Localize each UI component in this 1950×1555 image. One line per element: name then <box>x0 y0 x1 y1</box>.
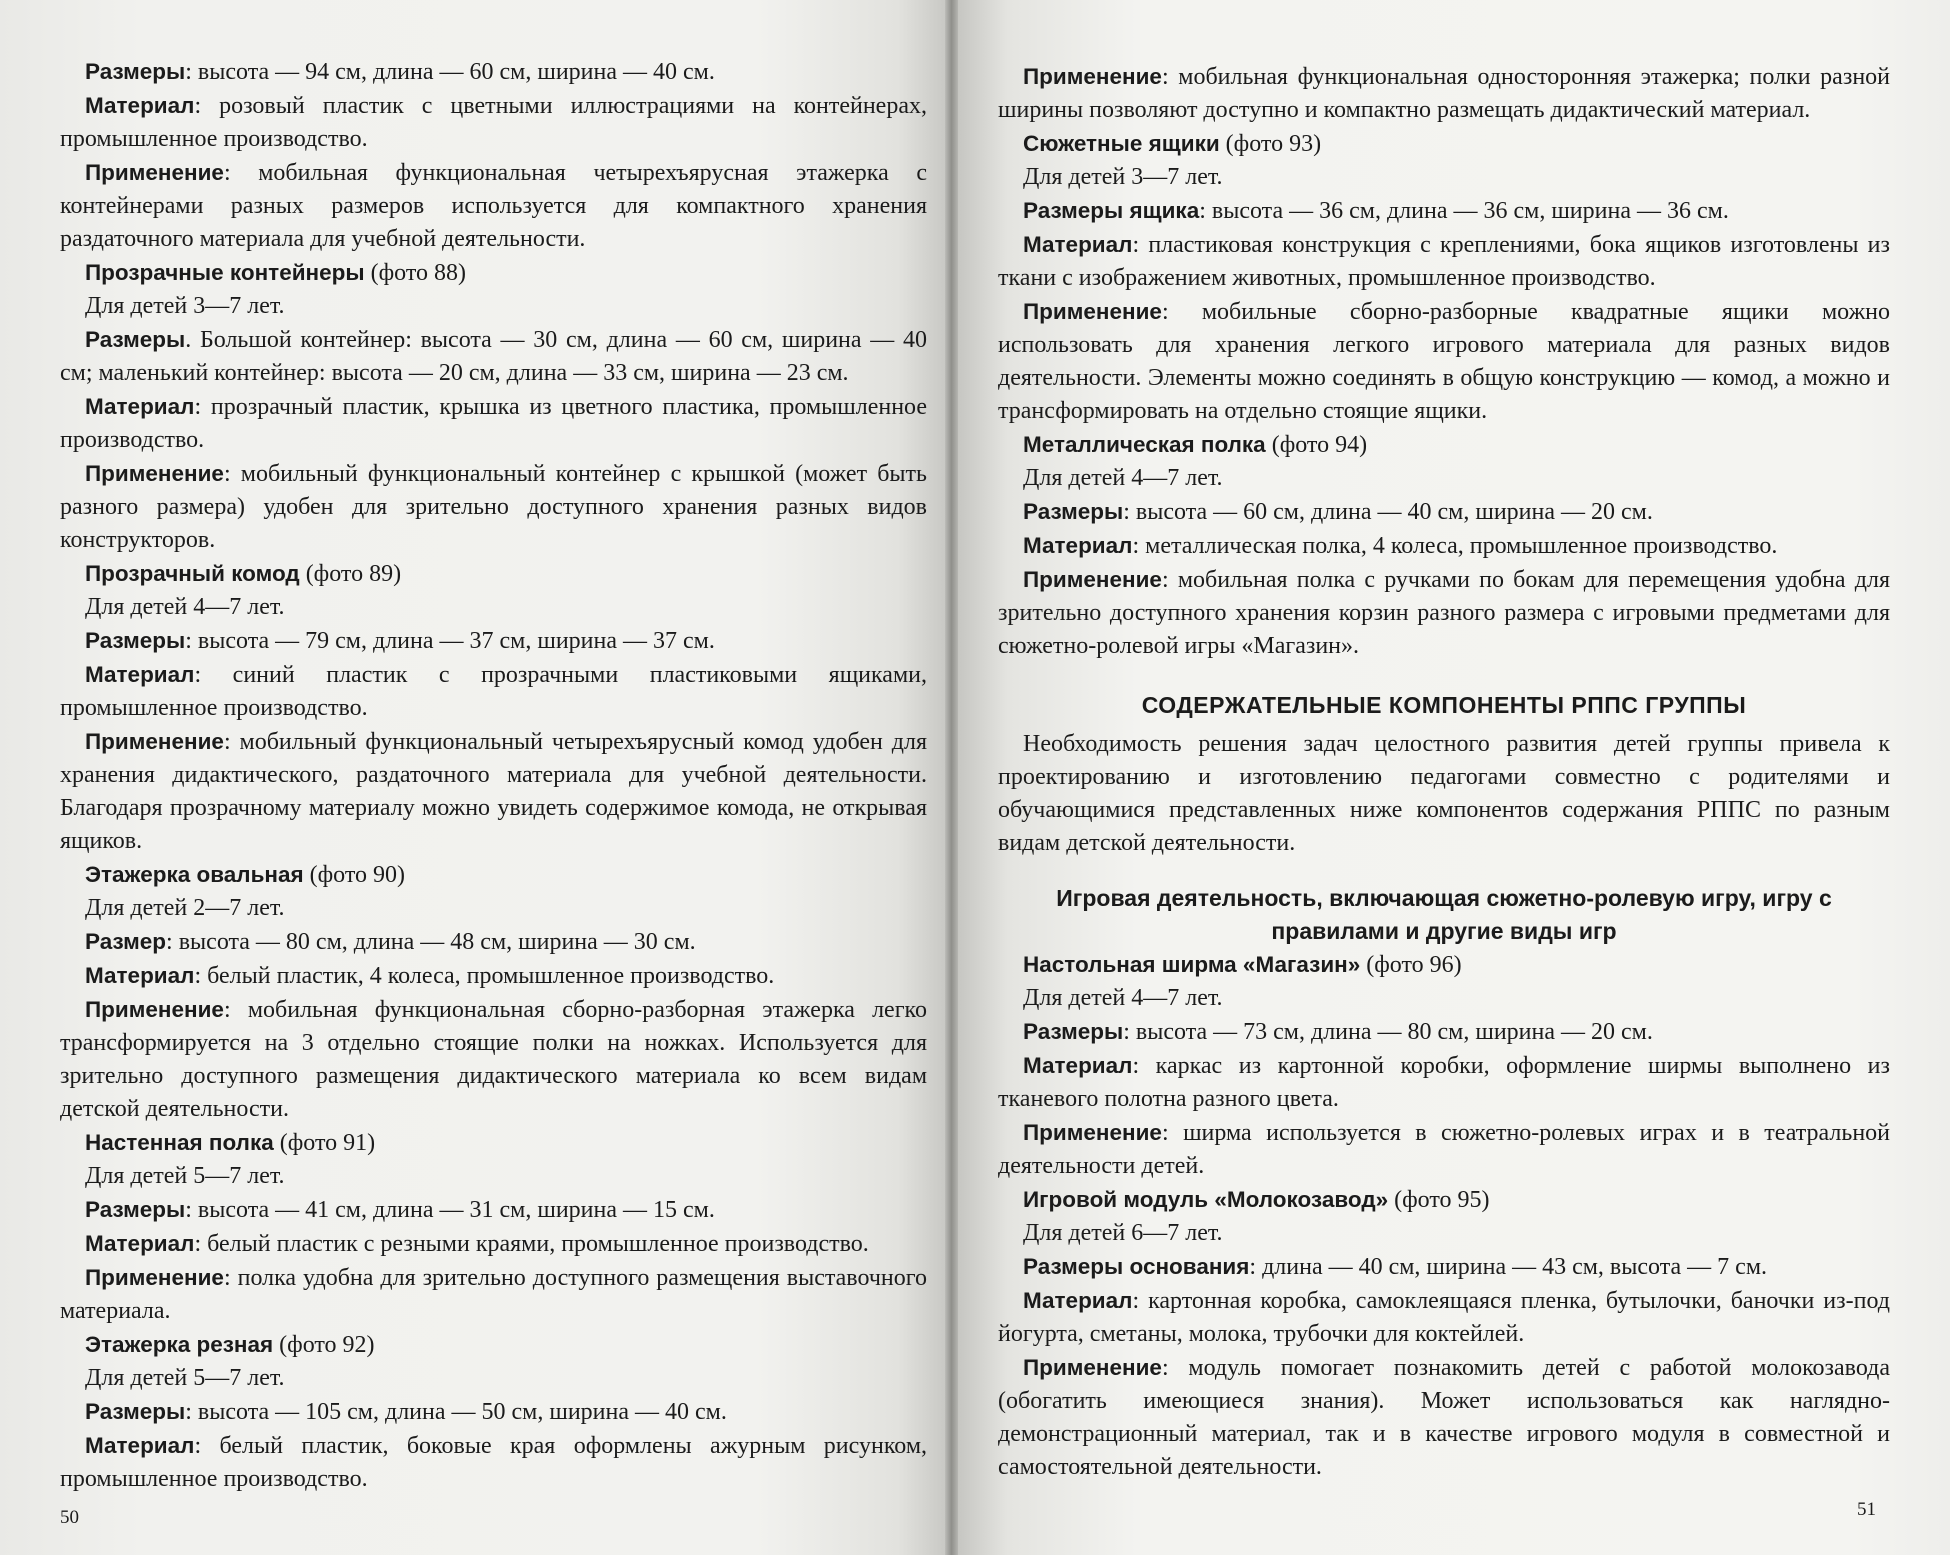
field-text: мобильный функциональный четырехъярусный комод удобен для хранения дидактического, раздаточного материала для учебной деятельности. Благодаря прозрачному материалу можно увидеть содержимое комода, не открывая ящиков. <box>60 729 927 854</box>
field-paragraph <box>998 60 1890 127</box>
item-photo-ref: (фото 92) <box>273 1332 375 1358</box>
item-title <box>998 948 1890 982</box>
body-paragraph: Необходимость решения задач целостного развития детей группы привела к проектированию и изготовлению педагогами совместно с родителями и обучающимися представленных ниже компонентов содержания РППС по разным видам детской деятельности. <box>998 731 1890 856</box>
item-title-label: Настенная полка <box>85 1130 274 1155</box>
item-title-label: Этажерка овальная <box>85 862 304 887</box>
item-photo-ref: (фото 91) <box>273 1130 376 1156</box>
item-title <box>998 127 1890 161</box>
age-line: Для детей 4—7 лет. <box>85 594 285 620</box>
field-label: Размеры <box>85 1399 186 1424</box>
field-separator: : <box>1161 1120 1184 1146</box>
field-label: Материал <box>1023 1053 1133 1078</box>
page-number-right: 51 <box>1857 1499 1876 1520</box>
item-photo-ref: (фото 95) <box>1388 1187 1490 1213</box>
field-label: Размеры основания <box>1023 1254 1250 1279</box>
field-paragraph <box>60 993 927 1126</box>
field-separator: : <box>223 461 241 487</box>
field-label: Материал <box>85 394 195 419</box>
field-text: мобильная полка с ручками по бокам для перемещения удобна для зрительно доступного хранения корзин разного размера с игровыми предметами для сюжетно-ролевой игры «Магазин». <box>998 567 1891 659</box>
field-text: каркас из картонной коробки, оформление ширмы выполнено из тканевого полотна разного цвета. <box>998 1053 1890 1112</box>
field-text: белый пластик, 4 колеса, промышленное производство. <box>207 963 775 989</box>
field-text: синий пластик с прозрачными пластиковыми ящиками, промышленное производство. <box>60 662 927 721</box>
field-text: прозрачный пластик, крышка из цветного пластика, промышленное производство. <box>60 394 928 453</box>
field-text: пластиковая конструкция с креплениями, бока ящиков изготовлены из ткани с изображением животных, промышленное производство. <box>998 232 1890 291</box>
field-text: модуль помогает познакомить детей с работой молокозавода (обогатить имеющиеся знания). Может использоваться как наглядно-демонстрационный материал, так и в качестве игрового модуля в совместной и самостоятельной деятельности. <box>998 1355 1890 1480</box>
age-line: Для детей 4—7 лет. <box>1023 985 1223 1011</box>
field-paragraph <box>998 1284 1890 1351</box>
field-label: Применение <box>1023 64 1162 89</box>
book-gutter <box>945 0 958 1555</box>
field-text: высота — 80 см, длина — 48 см, ширина — 30 см. <box>178 929 696 955</box>
field-paragraph <box>998 1351 1890 1484</box>
right-page <box>958 0 1950 1555</box>
field-text: розовый пластик с цветными иллюстрациями на контейнерах, промышленное производство. <box>60 93 927 152</box>
age-line: Для детей 5—7 лет. <box>85 1365 285 1391</box>
field-text: высота — 105 см, длина — 50 см, ширина — 40 см. <box>197 1399 727 1425</box>
field-paragraph <box>60 1429 927 1496</box>
field-text: высота — 60 см, длина — 40 см, ширина — 20 см. <box>1135 499 1653 525</box>
field-label: Применение <box>85 997 224 1022</box>
field-paragraph <box>998 563 1890 663</box>
age-line: Для детей 5—7 лет. <box>85 1163 285 1189</box>
field-paragraph <box>60 1395 927 1429</box>
item-photo-ref: (фото 96) <box>1360 952 1462 978</box>
field-separator: : <box>1132 232 1149 258</box>
field-separator: : <box>1161 64 1179 90</box>
field-separator: : <box>223 160 259 186</box>
field-separator: : <box>194 963 208 989</box>
field-label: Размеры <box>85 327 186 352</box>
field-paragraph <box>60 55 927 89</box>
field-label: Размеры ящика <box>1023 198 1200 223</box>
field-paragraph <box>998 194 1890 228</box>
section-heading: СОДЕРЖАТЕЛЬНЫЕ КОМПОНЕНТЫ РППС ГРУППЫ <box>1141 692 1747 718</box>
field-label: Размер <box>85 929 167 954</box>
field-label: Применение <box>85 461 224 486</box>
field-paragraph <box>60 959 927 993</box>
field-separator: : <box>1199 198 1212 224</box>
field-label: Применение <box>1023 1355 1162 1380</box>
field-text: ширма используется в сюжетно-ролевых играх и в театральной деятельности детей. <box>998 1120 1890 1179</box>
field-label: Размеры <box>85 1197 186 1222</box>
field-text: Большой контейнер: высота — 30 см, длина — 60 см, ширина — 40 см; маленький контейнер: высота — 20 см, длина — 33 см, ширина — 23 см. <box>60 327 927 386</box>
item-title-label: Настольная ширма «Магазин» <box>1023 952 1361 977</box>
field-separator: : <box>166 929 179 955</box>
field-paragraph <box>60 1193 927 1227</box>
left-page <box>0 0 945 1555</box>
field-separator: : <box>194 1231 208 1257</box>
field-separator: : <box>185 1197 198 1223</box>
field-separator: : <box>1161 567 1178 593</box>
field-label: Материал <box>85 1433 195 1458</box>
field-label: Материал <box>85 963 195 988</box>
left-page-content <box>60 55 927 1496</box>
item-title <box>60 858 927 892</box>
field-text: высота — 41 см, длина — 31 см, ширина — 15 см. <box>197 1197 715 1223</box>
field-paragraph <box>60 89 927 156</box>
field-text: картонная коробка, самоклеящаяся пленка, бутылочки, баночки из-под йогурта, сметаны, молока, трубочки для коктейлей. <box>998 1288 1890 1347</box>
item-title <box>60 1126 927 1160</box>
field-separator: : <box>1161 1355 1189 1381</box>
field-text: мобильный функциональный контейнер с крышкой (может быть разного размера) удобен для зрительно доступного хранения разных видов конструкторов. <box>60 461 927 553</box>
item-title-label: Прозрачный комод <box>85 561 300 586</box>
field-label: Размеры <box>1023 1019 1124 1044</box>
field-paragraph <box>60 1261 927 1328</box>
field-text: полка удобна для зрительно доступного размещения выставочного материала. <box>60 1265 928 1324</box>
field-label: Размеры <box>85 628 186 653</box>
field-paragraph <box>998 1049 1890 1116</box>
age-line: Для детей 4—7 лет. <box>1023 465 1223 491</box>
item-photo-ref: (фото 93) <box>1219 131 1322 157</box>
field-separator: : <box>1249 1254 1263 1280</box>
age-line: Для детей 6—7 лет. <box>1023 1220 1223 1246</box>
field-label: Размеры <box>1023 499 1124 524</box>
field-label: Материал <box>85 93 195 118</box>
field-separator: : <box>185 628 198 654</box>
field-paragraph <box>998 529 1890 563</box>
field-paragraph <box>60 457 927 557</box>
field-separator: : <box>1161 299 1202 325</box>
item-photo-ref: (фото 94) <box>1265 432 1368 458</box>
field-text: высота — 36 см, длина — 36 см, ширина — 36 см. <box>1211 198 1729 224</box>
field-separator: : <box>1132 1053 1156 1079</box>
field-paragraph <box>998 1250 1890 1284</box>
field-label: Применение <box>85 1265 224 1290</box>
item-title-label: Игровой модуль «Молокозавод» <box>1023 1187 1389 1212</box>
field-label: Применение <box>85 160 224 185</box>
field-label: Материал <box>85 662 195 687</box>
item-title-label: Металлическая полка <box>1023 432 1266 457</box>
field-paragraph <box>60 323 927 390</box>
field-separator: : <box>194 662 233 688</box>
age-line: Для детей 3—7 лет. <box>1023 164 1223 190</box>
field-text: высота — 73 см, длина — 80 см, ширина — 20 см. <box>1135 1019 1653 1045</box>
item-title-label: Сюжетные ящики <box>1023 131 1220 156</box>
field-paragraph <box>998 295 1890 428</box>
field-separator: : <box>223 997 248 1023</box>
field-label: Применение <box>1023 299 1162 324</box>
field-separator: : <box>1123 499 1136 525</box>
field-label: Применение <box>85 729 224 754</box>
item-title <box>60 557 927 591</box>
field-paragraph <box>60 925 927 959</box>
age-line: Для детей 2—7 лет. <box>85 895 285 921</box>
field-paragraph <box>60 390 927 457</box>
field-label: Материал <box>1023 1288 1133 1313</box>
item-title <box>998 428 1890 462</box>
field-label: Материал <box>1023 232 1133 257</box>
field-label: Применение <box>1023 1120 1162 1145</box>
page-number-left: 50 <box>60 1507 79 1528</box>
field-label: Применение <box>1023 567 1162 592</box>
field-separator: : <box>194 93 220 119</box>
field-paragraph <box>60 725 927 858</box>
age-line: Для детей 3—7 лет. <box>85 293 285 319</box>
item-title-label: Этажерка резная <box>85 1332 274 1357</box>
field-separator: : <box>185 1399 198 1425</box>
right-page-content <box>998 60 1890 1484</box>
field-text: белый пластик, боковые края оформлены ажурным рисунком, промышленное производство. <box>60 1433 928 1492</box>
field-text: мобильная функциональная сборно-разборная этажерка легко трансформируется на 3 отдельно стоящие полки на ножках. Используется для зрительно доступного размещения дидактического материала ко всем видам детской деятельности. <box>60 997 927 1122</box>
field-paragraph <box>998 495 1890 529</box>
item-title <box>998 1183 1890 1217</box>
field-separator: : <box>1123 1019 1136 1045</box>
field-text: высота — 94 см, длина — 60 см, ширина — 40 см. <box>197 59 715 85</box>
field-separator: . <box>185 327 200 353</box>
field-text: металлическая полка, 4 колеса, промышленное производство. <box>1145 533 1778 559</box>
field-label: Материал <box>1023 533 1133 558</box>
field-text: мобильная функциональная односторонняя этажерка; полки разной ширины позволяют доступно и компактно размещать дидактический материал. <box>998 64 1891 123</box>
field-paragraph <box>998 228 1890 295</box>
item-title-label: Прозрачные контейнеры <box>85 260 365 285</box>
field-paragraph <box>998 1015 1890 1049</box>
field-separator: : <box>223 729 240 755</box>
item-photo-ref: (фото 90) <box>303 862 406 888</box>
section-subheading: Игровая деятельность, включающая сюжетно-ролевую игру, игру с правилами и другие виды игр <box>1056 885 1832 944</box>
field-text: белый пластик с резными краями, промышленное производство. <box>207 1231 869 1257</box>
field-paragraph <box>60 624 927 658</box>
field-text: длина — 40 см, ширина — 43 см, высота — 7 см. <box>1262 1254 1767 1280</box>
field-paragraph <box>60 1227 927 1261</box>
field-separator: : <box>194 1433 220 1459</box>
item-photo-ref: (фото 89) <box>299 561 402 587</box>
field-text: мобильная функциональная четырехъярусная этажерка с контейнерами разных размеров используется для компактного хранения раздаточного материала для учебной деятельности. <box>60 160 927 252</box>
field-separator: : <box>223 1265 238 1291</box>
item-photo-ref: (фото 88) <box>364 260 466 286</box>
field-label: Размеры <box>85 59 186 84</box>
field-separator: : <box>185 59 198 85</box>
field-label: Материал <box>85 1231 195 1256</box>
field-separator: : <box>1132 1288 1149 1314</box>
field-paragraph <box>60 156 927 256</box>
item-title <box>60 1328 927 1362</box>
field-paragraph <box>998 1116 1890 1183</box>
field-paragraph <box>60 658 927 725</box>
field-separator: : <box>1132 533 1146 559</box>
item-title <box>60 256 927 290</box>
field-text: высота — 79 см, длина — 37 см, ширина — 37 см. <box>197 628 715 654</box>
field-separator: : <box>194 394 211 420</box>
field-text: мобильные сборно-разборные квадратные ящики можно использовать для хранения легкого игрового материала для разных видов деятельности. Элементы можно соединять в общую конструкцию — комод, а можно и трансформировать на отдельно стоящие ящики. <box>998 299 1890 424</box>
